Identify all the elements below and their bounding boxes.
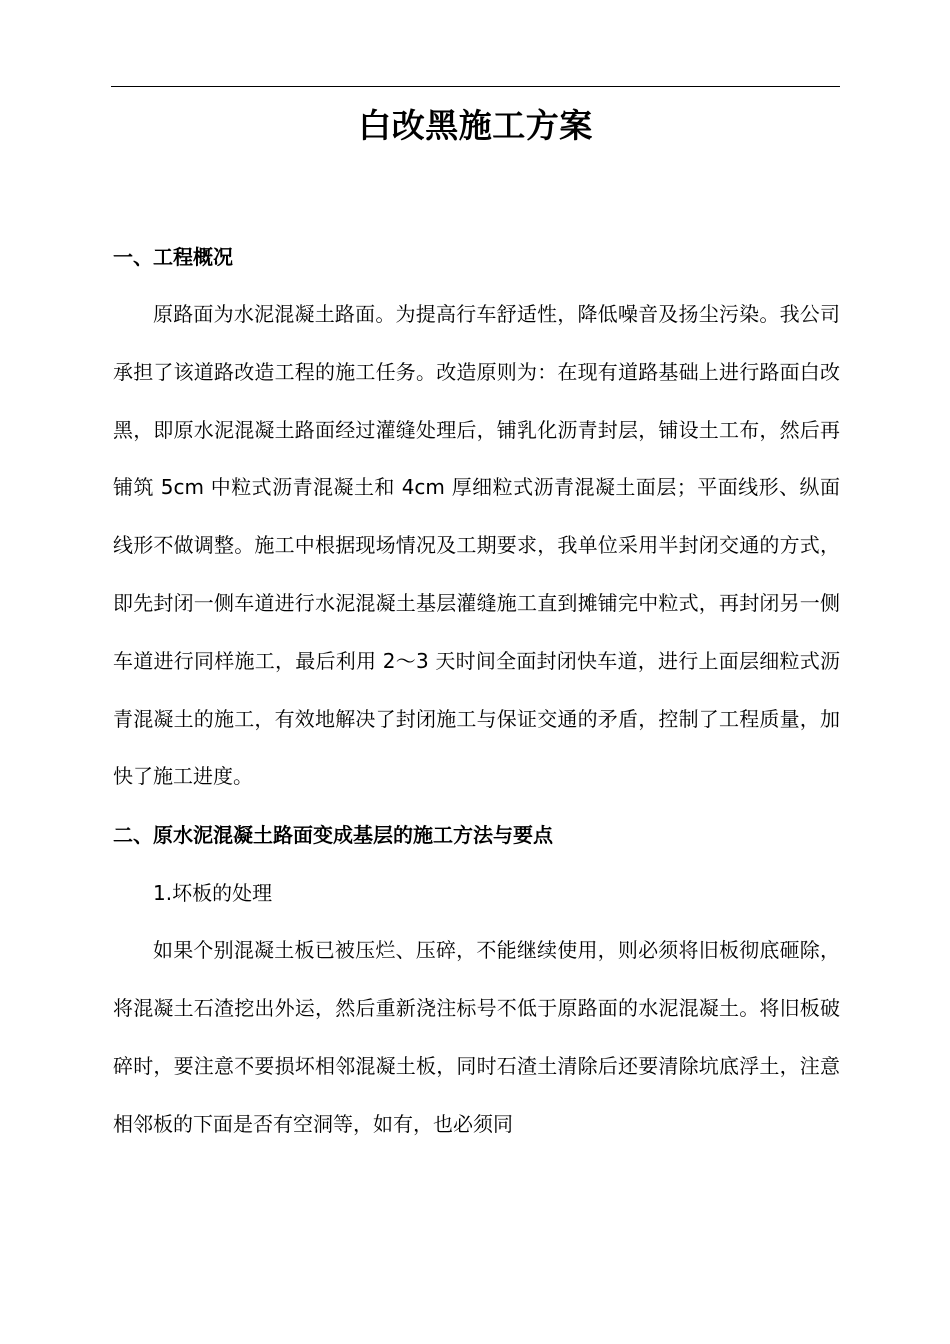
subheading-broken-slab: 1.坏板的处理 <box>153 881 273 906</box>
paragraph-broken-slab: 如果个别混凝土板已被压烂、压碎，不能继续使用，则必须将旧板彻底砸除，将混凝土石渣挖出外运，然后重新浇注标号不低于原路面的水泥混凝土。将旧板破碎时，要注意不要损坏相邻混凝土板，同时石渣土清除后还要清除坑底浮土，注意相邻板的下面是否有空洞等，如有，也必须同 <box>113 938 840 1136</box>
section-heading-overview: 一、工程概况 <box>113 245 233 269</box>
section-heading-base-conversion: 二、原水泥混凝土路面变成基层的施工方法与要点 <box>113 823 553 848</box>
document-title: 白改黑施工方案 <box>358 106 593 145</box>
header-rule <box>111 86 840 87</box>
document-body <box>113 228 840 1153</box>
paragraph-overview: 原路面为水泥混凝土路面。为提高行车舒适性，降低噪音及扬尘污染。我公司承担了该道路改造工程的施工任务。改造原则为：在现有道路基础上进行路面白改黑，即原水泥混凝土路面经过灌缝处理后，铺乳化沥青封层，铺设土工布，然后再铺筑 5cm 中粒式沥青混凝土和 4cm 厚细粒式沥青混凝土面层；平面线形、纵面线形不做调整。施工中根据现场情况及工期要求，我单位采用半封闭交通的方式，即先封闭一侧车道进行水泥混凝土基层灌缝施工直到摊铺完中粒式，再封闭另一侧车道进行同样施工，最后利用 2～3 天时间全面封闭快车道，进行上面层细粒式沥青混凝土的施工，有效地解决了封闭施工与保证交通的矛盾，控制了工程质量，加快了施工进度。 <box>113 302 840 789</box>
